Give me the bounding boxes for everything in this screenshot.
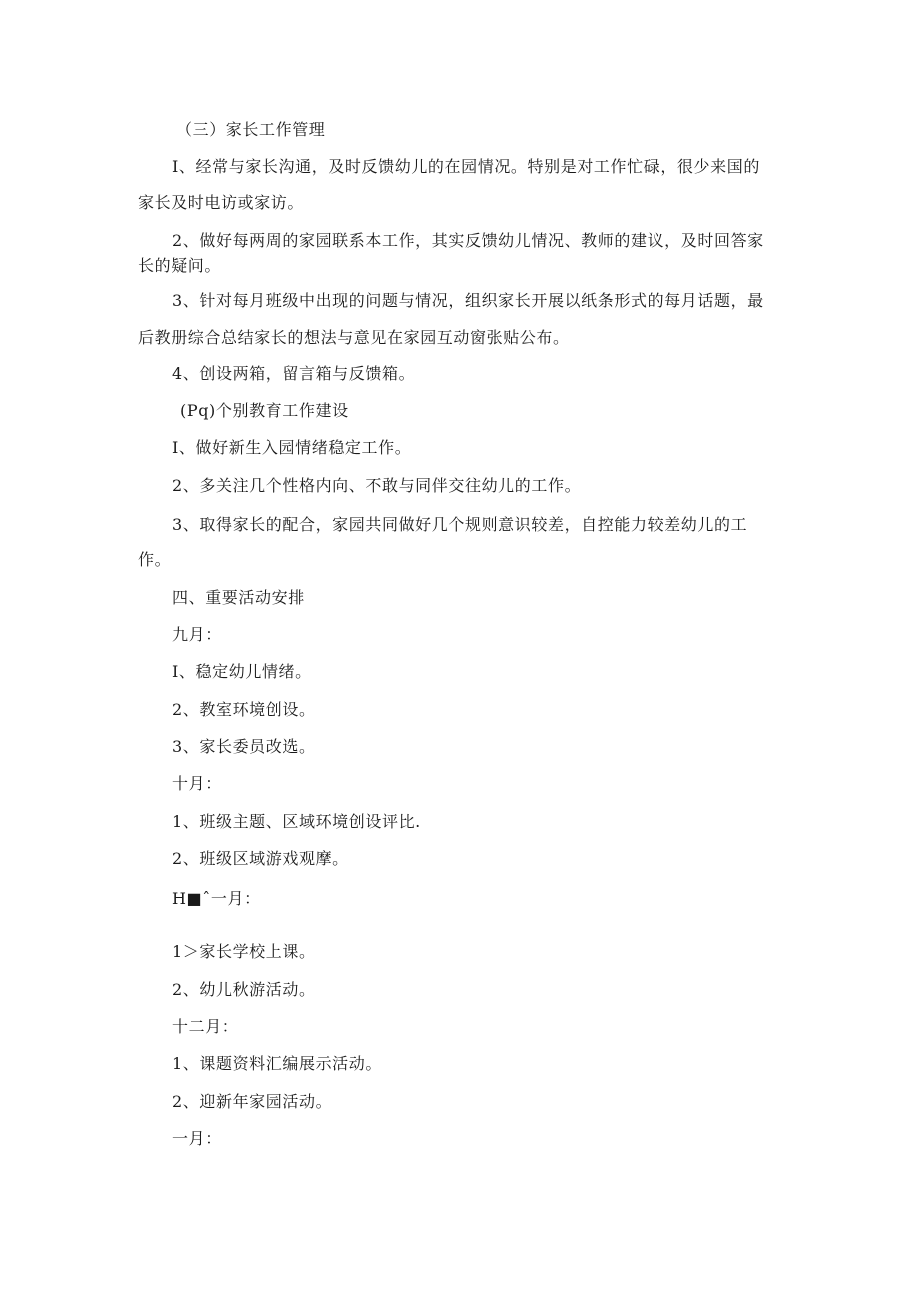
paragraph-line: 后教册综合总结家长的想法与意见在家园互动窗张贴公布。	[138, 328, 570, 347]
month-heading: 一月：	[172, 1129, 222, 1148]
list-item: 3、家长委员改选。	[172, 737, 316, 756]
list-item: I、稳定幼儿情绪。	[172, 662, 312, 681]
paragraph-line: 4、创设两箱，留言箱与反馈箱。	[172, 364, 416, 383]
list-item: 2、教室环境创设。	[172, 700, 316, 719]
section-heading: (Pq)个别教育工作建设	[180, 401, 349, 420]
paragraph-line: 3、针对每月班级中出现的问题与情况，组织家长开展以纸条形式的每月话题，最	[172, 291, 764, 310]
list-item: 1、班级主题、区域环境创设评比.	[172, 812, 421, 831]
paragraph-line: 3、取得家长的配合，家园共同做好几个规则意识较差，自控能力较差幼儿的工	[172, 515, 748, 534]
month-heading: 九月：	[172, 625, 222, 644]
paragraph-line: 2、多关注几个性格内向、不敢与同伴交往幼儿的工作。	[172, 476, 582, 495]
list-item: 2、班级区域游戏观摩。	[172, 849, 349, 868]
list-item: 2、幼儿秋游活动。	[172, 980, 316, 999]
section-heading: 四、重要活动安排	[172, 588, 305, 607]
paragraph-line: I、做好新生入园情绪稳定工作。	[172, 438, 412, 457]
month-heading: 十月：	[172, 774, 222, 793]
paragraph-line: 长的疑问。	[138, 256, 222, 275]
month-heading: 十二月：	[172, 1017, 239, 1036]
list-item: 1、课题资料汇编展示活动。	[172, 1054, 382, 1073]
paragraph-line: 2、做好每两周的家园联系本工作，其实反馈幼儿情况、教师的建议，及时回答家	[172, 231, 764, 250]
paragraph-line: 家长及时电访或家访。	[138, 193, 305, 212]
list-item: 2、迎新年家园活动。	[172, 1092, 333, 1111]
section-heading: （三）家长工作管理	[176, 120, 326, 139]
paragraph-line: 作。	[138, 550, 172, 569]
paragraph-line: I、经常与家长沟通，及时反馈幼儿的在园情况。特别是对工作忙碌，很少来国的	[172, 157, 760, 176]
list-item: 1＞家长学校上课。	[172, 942, 316, 961]
month-heading: H■ˆ一月：	[172, 889, 261, 908]
